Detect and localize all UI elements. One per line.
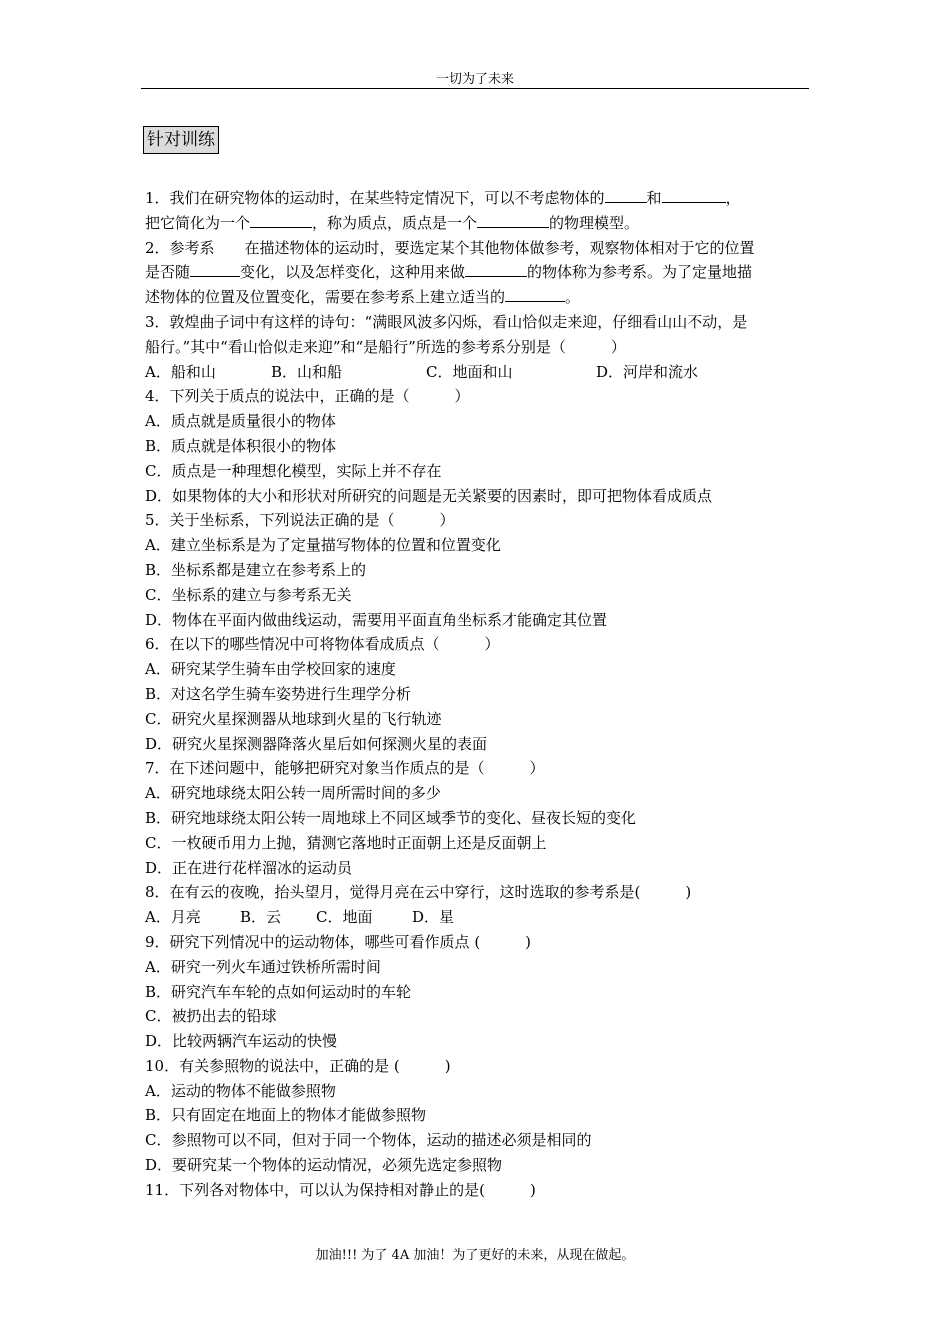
question-6-option-d: D．研究火星探测器降落火星后如何探测火星的表面 <box>145 734 488 753</box>
text: 的物理模型。 <box>549 213 640 232</box>
text: 把它简化为一个 <box>145 213 251 232</box>
question-7-option-a: A．研究地球绕太阳公转一周所需时间的多少 <box>145 784 441 803</box>
question-5-option-b: B．坐标系都是建立在参考系上的 <box>145 560 367 579</box>
question-6-stem: 6．在以下的哪些情况中可将物体看成质点（ ） <box>145 635 500 654</box>
question-5-option-c: C．坐标系的建立与参考系无关 <box>145 585 352 604</box>
blank <box>250 212 312 228</box>
question-4-option-a: A．质点就是质量很小的物体 <box>145 412 336 431</box>
question-5-option-d: D．物体在平面内做曲线运动，需要用平面直角坐标系才能确定其位置 <box>145 610 608 629</box>
text: 2．参考系 在描述物体的运动时，要选定某个其他物体做参考，观察物体相对于它的位置 <box>145 238 755 257</box>
question-5-option-a: A．建立坐标系是为了定量描写物体的位置和位置变化 <box>145 536 501 555</box>
question-10-option-c: C．参照物可以不同，但对于同一个物体，运动的描述必须是相同的 <box>145 1131 592 1150</box>
question-10-stem: 10．有关参照物的说法中，正确的是 ( ) <box>145 1056 451 1075</box>
question-9-option-c: C．被扔出去的铅球 <box>145 1007 277 1026</box>
text: 变化，以及怎样变化，这种用来做 <box>240 263 466 282</box>
option-c: C．地面 <box>316 908 373 927</box>
question-10-option-d: D．要研究某一个物体的运动情况，必须先选定参照物 <box>145 1156 503 1175</box>
text: 1．我们在研究物体的运动时，在某些特定情况下，可以不考虑物体的 <box>145 189 605 207</box>
question-6-option-a: A．研究某学生骑车由学校回家的速度 <box>145 660 396 679</box>
question-8-stem: 8．在有云的夜晚，抬头望月，觉得月亮在云中穿行，这时选取的参考系是( ) <box>145 883 692 902</box>
question-2-line-2 <box>145 260 810 285</box>
text: ， <box>725 189 741 207</box>
question-1-line-1 <box>145 186 810 211</box>
option-d: D．河岸和流水 <box>596 362 699 381</box>
text: ，称为质点，质点是一个 <box>312 213 478 232</box>
text: 。 <box>565 288 581 307</box>
question-10-option-b: B．只有固定在地面上的物体才能做参照物 <box>145 1106 427 1125</box>
question-11-stem: 11．下列各对物体中，可以认为保持相对静止的是( ) <box>145 1180 536 1199</box>
question-8-options <box>145 905 810 930</box>
page-header: 一切为了未来 <box>435 72 514 87</box>
questions <box>145 186 810 1203</box>
text: 的物体称为参考系。为了定量地描 <box>527 263 753 282</box>
blank <box>477 212 549 228</box>
question-3-stem-1: 3．敦煌曲子词中有这样的诗句：“满眼风波多闪烁，看山恰似走来迎，仔细看山山不动，是 <box>145 312 748 331</box>
blank <box>662 187 726 203</box>
header-rule <box>141 88 809 89</box>
question-3-stem-2: 船行。”其中“看山恰似走来迎”和“是船行”所选的参考系分别是（ ） <box>145 337 626 356</box>
question-7-option-c: C．一枚硬币用力上抛，猜测它落地时正面朝上还是反面朝上 <box>145 833 547 852</box>
question-10-option-a: A．运动的物体不能做参照物 <box>145 1081 336 1100</box>
question-2-line-1 <box>145 236 810 261</box>
question-3-options <box>145 360 810 385</box>
question-7-option-b: B．研究地球绕太阳公转一周地球上不同区域季节的变化、昼夜长短的变化 <box>145 808 637 827</box>
option-c: C．地面和山 <box>426 362 513 381</box>
question-5-stem: 5．关于坐标系，下列说法正确的是（ ） <box>145 511 455 530</box>
question-4-stem: 4．下列关于质点的说法中，正确的是（ ） <box>145 387 470 406</box>
question-6-option-c: C．研究火星探测器从地球到火星的飞行轨迹 <box>145 709 442 728</box>
blank <box>465 261 527 277</box>
page-footer: 加油!!! 为了 4A 加油！为了更好的未来，从现在做起。 <box>315 1248 635 1263</box>
blank <box>190 261 240 277</box>
text: 和 <box>646 189 662 207</box>
question-2-line-3 <box>145 285 810 310</box>
blank <box>605 187 647 203</box>
option-b: B．云 <box>240 908 282 927</box>
option-b: B．山和船 <box>271 362 343 381</box>
question-4-option-b: B．质点就是体积很小的物体 <box>145 436 337 455</box>
question-9-stem: 9．研究下列情况中的运动物体，哪些可看作质点 ( ) <box>145 932 532 951</box>
option-a: A．月亮 <box>145 908 201 927</box>
option-a: A．船和山 <box>145 362 216 381</box>
text: 述物体的位置及位置变化，需要在参考系上建立适当的 <box>145 288 506 307</box>
question-6-option-b: B．对这名学生骑车姿势进行生理学分析 <box>145 684 412 703</box>
section-title: 针对训练 <box>143 126 219 154</box>
question-9-option-d: D．比较两辆汽车运动的快慢 <box>145 1032 338 1051</box>
question-9-option-b: B．研究汽车车轮的点如何运动时的车轮 <box>145 982 412 1001</box>
question-7-stem: 7．在下述问题中，能够把研究对象当作质点的是（ ） <box>145 759 545 778</box>
question-4-option-c: C．质点是一种理想化模型，实际上并不存在 <box>145 461 442 480</box>
blank <box>505 286 565 302</box>
question-4-option-d: D．如果物体的大小和形状对所研究的问题是无关紧要的因素时，即可把物体看成质点 <box>145 486 713 505</box>
question-7-option-d: D．正在进行花样溜冰的运动员 <box>145 858 353 877</box>
question-1-line-2 <box>145 211 810 236</box>
text: 是否随 <box>145 263 191 282</box>
option-d: D．星 <box>412 908 455 927</box>
question-9-option-a: A．研究一列火车通过铁桥所需时间 <box>145 957 381 976</box>
